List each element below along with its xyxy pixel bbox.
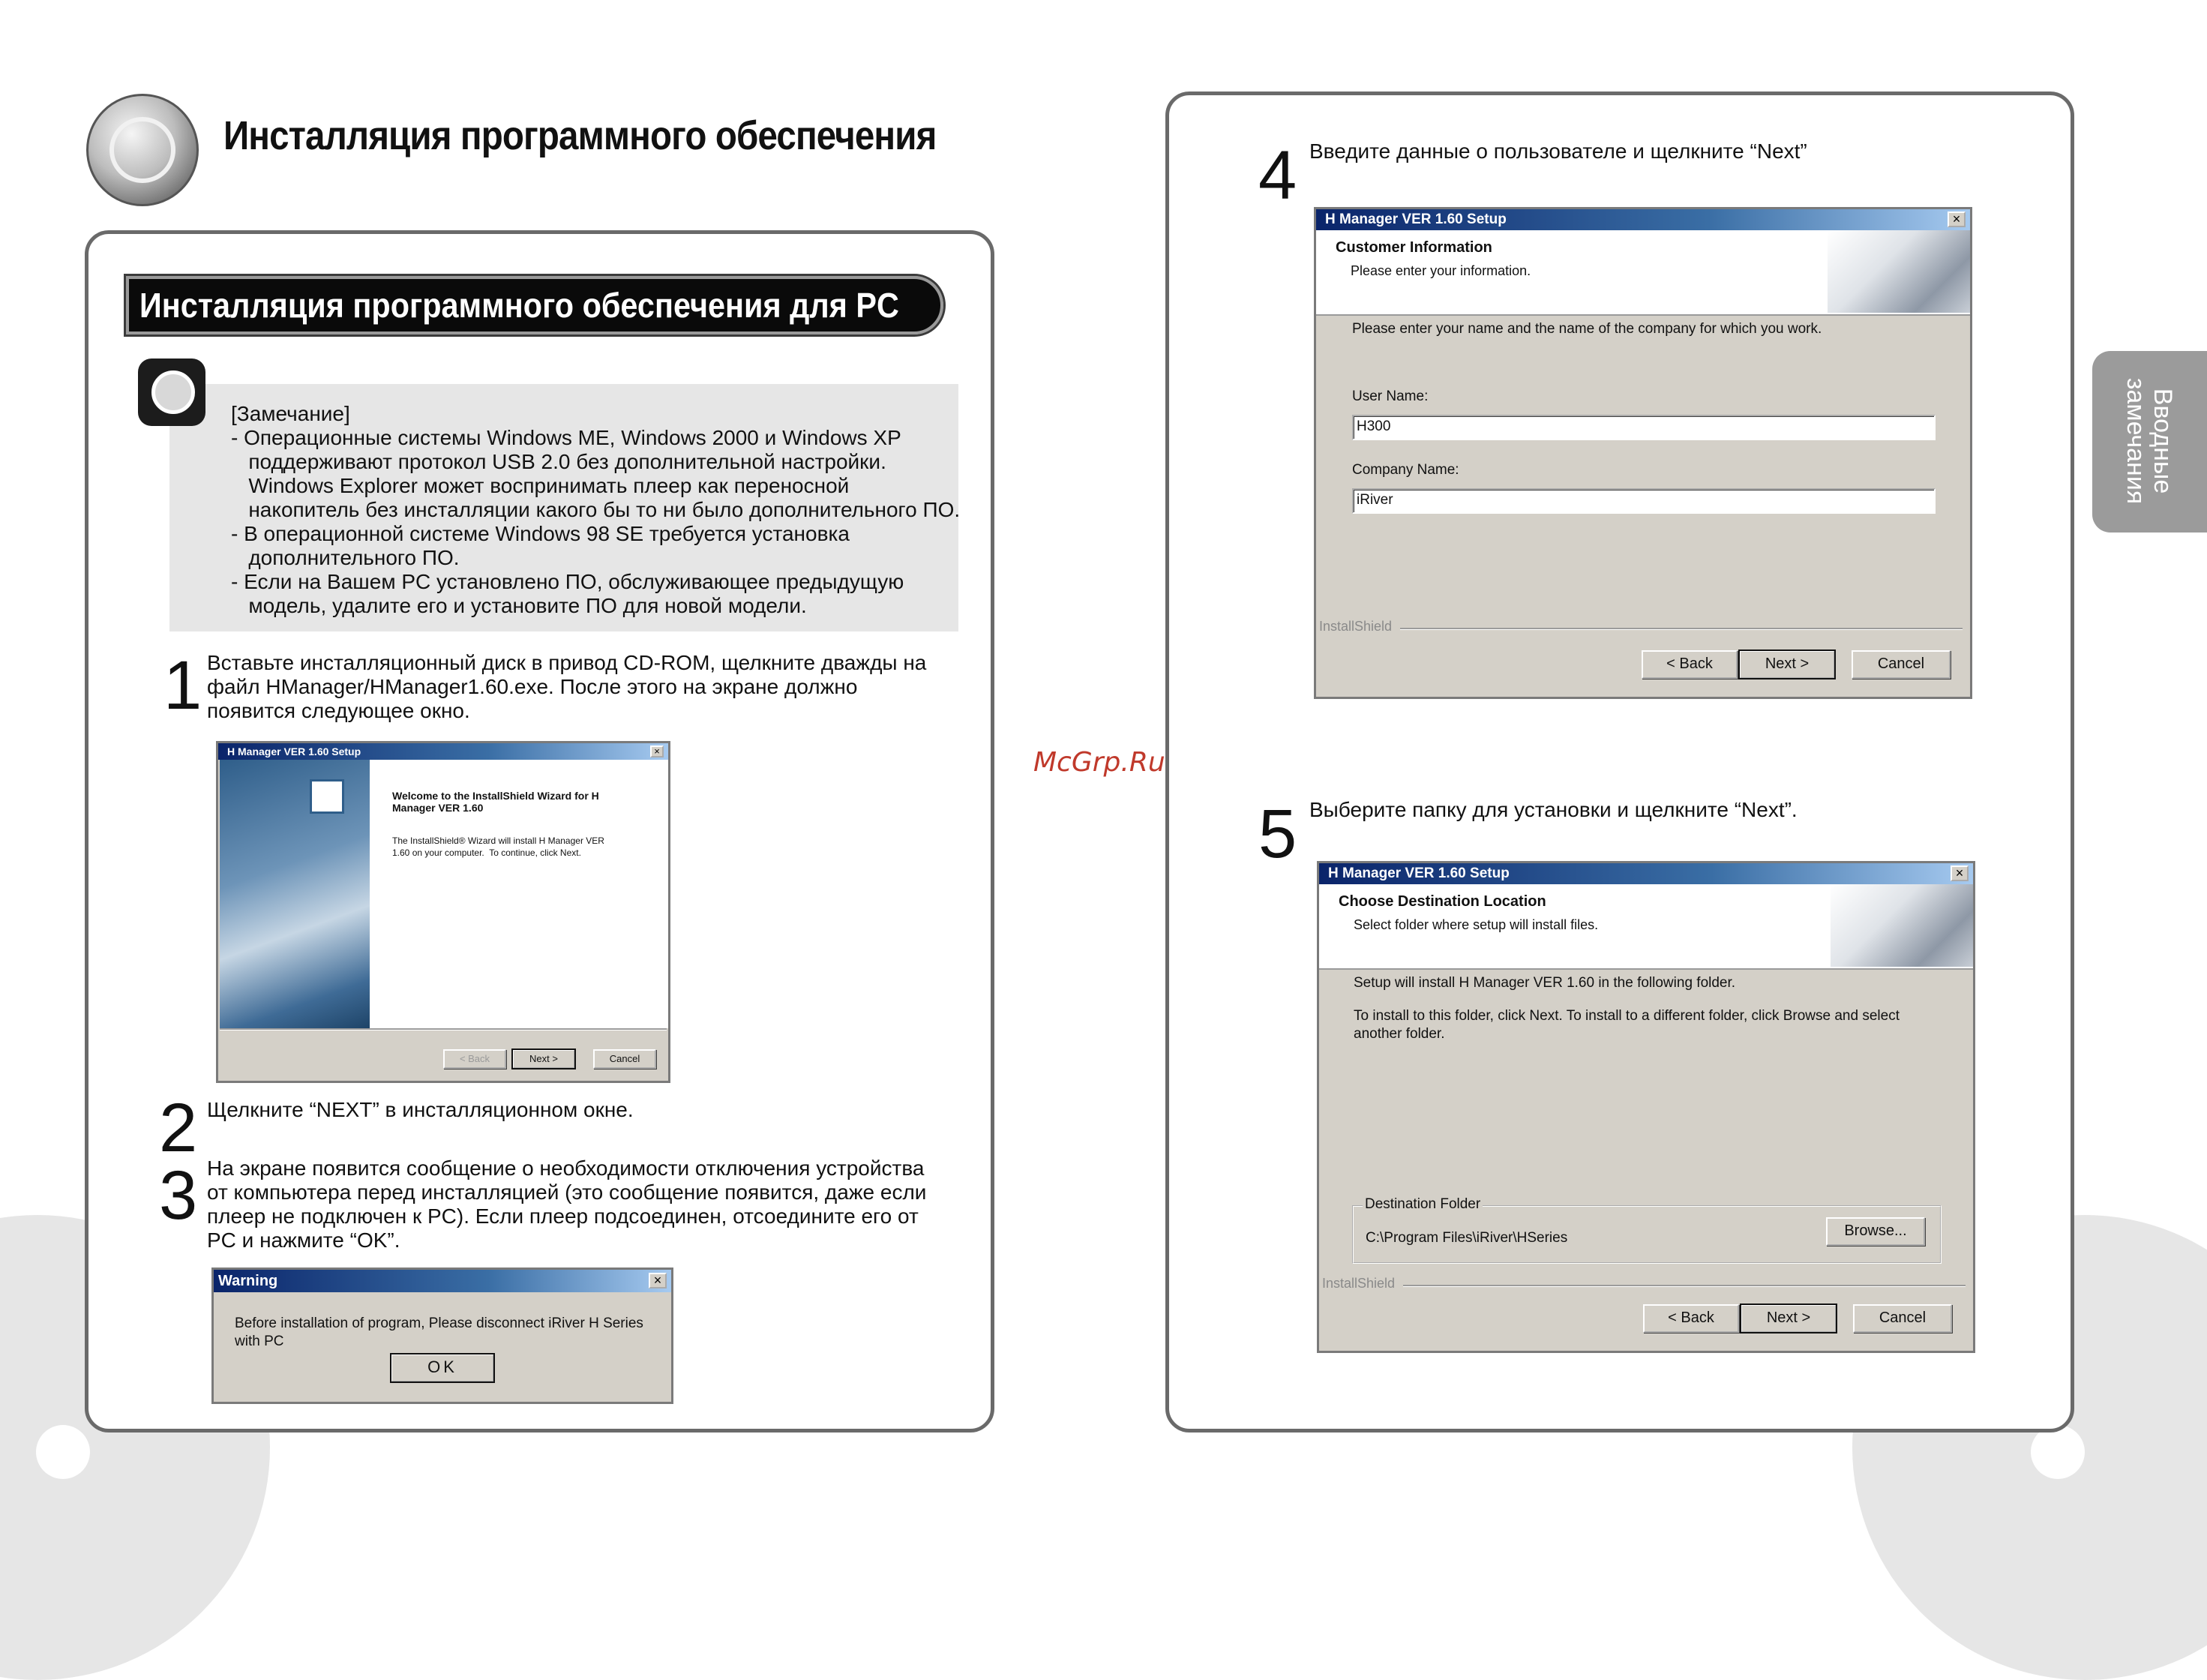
next-button[interactable]: Next > — [1739, 650, 1835, 679]
warning-dialog — [211, 1268, 673, 1404]
customer-info-dialog — [1314, 207, 1972, 699]
step-1-text: Вставьте инсталляционный диск в привод CD-ROM, щелкните дважды на файл HManager/HManager1.60.exe. После этого на экране должно появится следующее окно. — [207, 651, 927, 722]
next-button[interactable]: Next > — [512, 1049, 575, 1069]
customer-dialog-header — [1316, 230, 1970, 316]
installshield-label: InstallShield — [1322, 1276, 1396, 1291]
installer-icon — [310, 779, 344, 814]
back-button[interactable]: < Back — [1642, 650, 1738, 679]
browse-button[interactable]: Browse... — [1826, 1217, 1925, 1246]
brand-logo-icon — [86, 94, 199, 206]
section-banner — [126, 276, 943, 334]
wizard-side-graphic — [220, 760, 370, 1028]
destination-heading: Choose Destination Location — [1339, 893, 1546, 910]
decorative-disc-left-hole — [36, 1425, 90, 1479]
back-button[interactable]: < Back — [443, 1049, 506, 1069]
close-icon[interactable]: × — [650, 746, 664, 758]
destination-subheading: Select folder where setup will install files. — [1354, 917, 1599, 932]
destination-folder-label: Destination Folder — [1363, 1196, 1483, 1213]
company-name-label: Company Name: — [1352, 462, 1459, 478]
customer-heading: Customer Information — [1336, 239, 1492, 256]
destination-dialog-header — [1319, 884, 1973, 970]
close-icon[interactable]: × — [1951, 866, 1969, 881]
cancel-button[interactable]: Cancel — [1852, 650, 1951, 679]
page-title: Инсталляция программного обеспечения — [223, 113, 937, 158]
step-1-number: 1 — [163, 647, 202, 724]
cancel-button[interactable]: Cancel — [593, 1049, 656, 1069]
side-tab-label: Вводные замечания — [2122, 377, 2177, 505]
customer-subheading: Please enter your information. — [1351, 263, 1531, 278]
step-2-number: 2 — [159, 1090, 198, 1166]
close-icon[interactable]: × — [649, 1273, 667, 1288]
section-title: Инсталляция программного обеспечения для PC — [139, 286, 899, 325]
installshield-label: InstallShield — [1319, 619, 1393, 634]
warning-message: Before installation of program, Please disconnect iRiver H Series with PC — [235, 1316, 643, 1349]
divider — [1400, 628, 1963, 630]
divider — [220, 1028, 667, 1030]
destination-line-2: To install to this folder, click Next. To install to a different folder, click Browse and select another folder. — [1354, 1008, 1900, 1042]
destination-line-1: Setup will install H Manager VER 1.60 in the following folder. — [1354, 975, 1736, 991]
destination-dialog-title: H Manager VER 1.60 Setup — [1319, 863, 1973, 884]
welcome-dialog — [216, 741, 670, 1083]
welcome-dialog-title: H Manager VER 1.60 Setup — [218, 743, 668, 760]
ok-button[interactable]: OK — [391, 1354, 494, 1382]
warning-dialog-title: Warning — [214, 1270, 671, 1292]
user-name-label: User Name: — [1352, 388, 1429, 404]
destination-dialog — [1317, 861, 1975, 1353]
user-name-input[interactable]: H300 — [1352, 415, 1936, 440]
welcome-body: The InstallShield® Wizard will install H Manager VER 1.60 on your computer. To continue, click Next. — [392, 836, 604, 858]
watermark: McGrp.Ru — [1033, 747, 1165, 778]
step-4-number: 4 — [1258, 137, 1297, 214]
step-3-number: 3 — [159, 1157, 198, 1234]
step-2-text: Щелкните “NEXT” в инсталляционном окне. — [207, 1098, 634, 1121]
cancel-button[interactable]: Cancel — [1853, 1304, 1952, 1333]
step-4-text: Введите данные о пользователе и щелкните “Next” — [1309, 140, 1807, 163]
note-text: [Замечание] - Операционные системы Windows ME, Windows 2000 и Windows XP поддерживают протокол USB 2.0 без дополнительной настройки. Windows Explorer может воспринимать плеер как переносной накопитель без инсталляции какого бы то ни было дополнительного ПО. - В операционной системе Windows 98 SE требуется установка дополнительного ПО. - Если на Вашем PC установлено ПО, обслуживающее предыдущую модель, удалите его и установите ПО для новой модели. — [231, 402, 961, 617]
welcome-heading: Welcome to the InstallShield Wizard for H Manager VER 1.60 — [392, 790, 599, 814]
step-5-text: Выберите папку для установки и щелкните “Next”. — [1309, 798, 1798, 821]
step-5-number: 5 — [1258, 796, 1297, 872]
customer-prompt: Please enter your name and the name of the company for which you work. — [1352, 321, 1822, 337]
step-3-text: На экране появится сообщение о необходимости отключения устройства от компьютера перед инсталляцией (это сообщение появится, даже если плеер не подключен к PC). Если плеер подсоединен, отсоедините его от PC и нажмите “OK”. — [207, 1156, 927, 1252]
note-icon — [138, 358, 205, 426]
page-curl-icon — [1828, 230, 1970, 313]
customer-dialog-title: H Manager VER 1.60 Setup — [1316, 209, 1970, 230]
company-name-input[interactable]: iRiver — [1352, 488, 1936, 514]
close-icon[interactable]: × — [1948, 212, 1966, 227]
decorative-disc-right-hole — [2031, 1425, 2085, 1479]
next-button[interactable]: Next > — [1741, 1304, 1837, 1333]
back-button[interactable]: < Back — [1643, 1304, 1739, 1333]
page-curl-icon — [1831, 884, 1973, 967]
destination-path: C:\Program Files\iRiver\HSeries — [1366, 1230, 1568, 1246]
divider — [1403, 1285, 1966, 1287]
